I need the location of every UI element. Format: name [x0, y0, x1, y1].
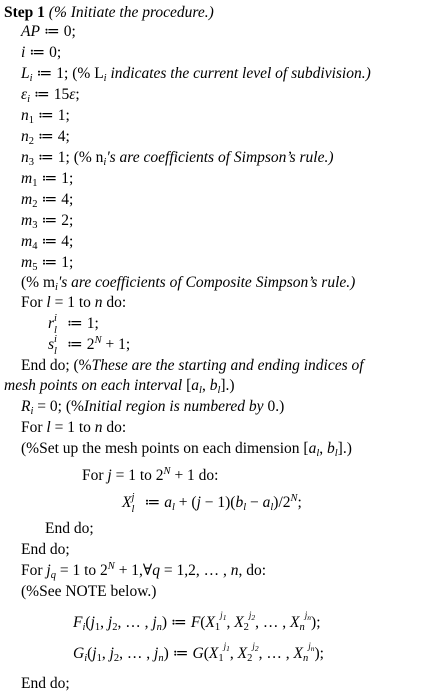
line-m4: $m_4$ ≔ 4; [21, 233, 74, 252]
step-label: Step 1 [4, 4, 45, 21]
f-formula: $F_i(j_1$, $j_2$, … , $j_n$) ≔ $F(X_1^{j_1}$, $X_2^{j_2}$, … , $X_n^{j_n}$); [73, 610, 321, 633]
line-r-start: r i l ≔ 1; [48, 313, 99, 336]
line-m5: $m_5$ ≔ 1; [21, 254, 74, 273]
level-comment: (% $L_i$ indicates the current level of subdivision.) [72, 65, 371, 84]
mesh-formula: X j l ≔ $a_l + (j - 1)(b_l - a_l)/2^N$; [122, 492, 302, 515]
line-level: $L_i$ ≔ 1; (% $L_i$ indicates the current level of subdivision.) [21, 65, 371, 84]
for-l-loop-1: For l = 1 to n do: [21, 294, 127, 311]
composite-comment: (% $m_i's$ are coefficients of Composite Simpson’s rule.) [21, 274, 356, 293]
for-l-loop-2: For l = 1 to n do: [21, 419, 127, 436]
line-ap: AP ≔ 0; [21, 23, 76, 40]
for-j-loop: For j = 1 to $2^N + 1$ do: [82, 466, 219, 484]
line-m2: $m_2$ ≔ 4; [21, 191, 74, 210]
line-m1: $m_1$ ≔ 1; [21, 170, 74, 189]
g-formula: $G_i(j_1$, $j_2$, … , $j_n$) ≔ $G(X_1^{j_1}$, $X_2^{j_2}$, … , $X_n^{j_n}$); [73, 641, 324, 664]
end-do-comment: End do; (%These are the starting and ending indices of [21, 357, 364, 374]
end-do-outer: End do; [21, 541, 70, 558]
mesh-comment: mesh points on each interval [$a_l$, $b_l$].) [4, 377, 235, 396]
for-jq-loop: For $j_q = 1$ to $2^N$ + 1,∀q = 1,2, … , n, do: [21, 561, 267, 581]
setup-comment: (%Set up the mesh points on each dimension [$a_l$, $b_l$].) [21, 440, 352, 459]
line-region: $R_i = 0$; (%Initial region is numbered by 0.) [21, 398, 285, 417]
end-do-inner: End do; [45, 520, 94, 537]
step-heading [4, 3, 214, 23]
line-m3: $m_3$ ≔ 2; [21, 212, 74, 231]
end-do-final: End do; [21, 675, 70, 692]
line-n3: $n_3$ ≔ 1; (% $n_i's$ are coefficients of Simpson’s rule.) [21, 149, 334, 168]
line-n1: $n_1$ ≔ 1; [21, 107, 70, 126]
line-s-end: s i l ≔ $2^N + 1$; [48, 334, 131, 357]
see-note: (%See NOTE below.) [21, 583, 157, 600]
simpson-comment: (% $n_i's$ are coefficients of Simpson’s rule.) [73, 149, 334, 168]
line-n2: $n_2$ ≔ 4; [21, 128, 70, 147]
step-note: (% Initiate the procedure.) [48, 4, 214, 21]
line-epsilon: $\varepsilon_i$ ≔ 15ε; [21, 86, 80, 105]
line-i: i ≔ 0; [21, 44, 62, 61]
